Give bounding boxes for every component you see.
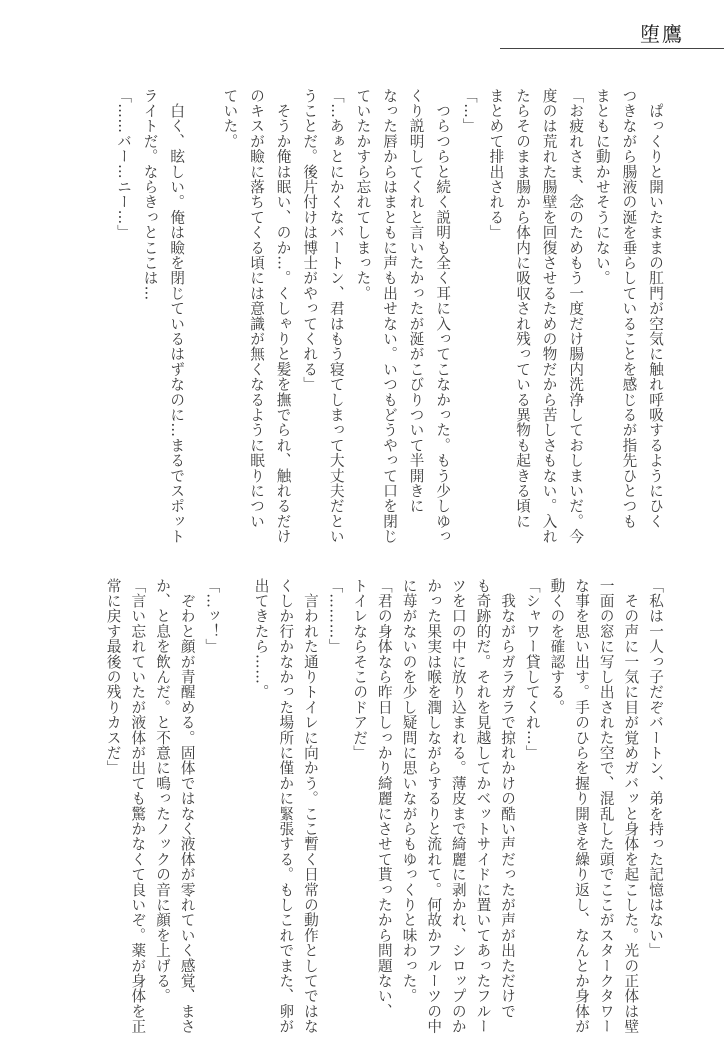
text-column: 度のは荒れた腸壁を回復させるための物だから苦しさもない。入れ <box>540 88 558 544</box>
text-column: うことだ。後片付けは博士がやってくれる」 <box>301 88 319 392</box>
text-column: ツを口の中に放り込まれる。薄皮まで綺麗に剥かれ、シロップのか <box>449 578 467 1034</box>
text-column: ていた。 <box>221 88 239 149</box>
text-column: 「言い忘れていたが液体が出ても驚かなくて良いぞ。薬が身体を正 <box>129 578 147 1034</box>
text-column: 「……バー…ニー…」 <box>115 88 132 240</box>
text-column: 「…あぁとにかくなバートン、君はもう寝てしまって大丈夫だとい <box>327 88 345 544</box>
text-column: 「お疲れさま、念のためもう一度だけ腸内洗浄しておしまいだ。今 <box>567 88 585 544</box>
text-column: つきながら腸液の涎を垂らしていることを感じるが指先ひとつも <box>620 88 638 529</box>
text-column: そうか俺は眠い、のか…。くしゃりと髪を撫でられ、触れるだけ <box>274 88 292 544</box>
text-column: まともに動かせそうにない。 <box>593 88 611 286</box>
text-column: 「私は一人っ子だぞバートン、弟を持った記憶はない」 <box>647 578 664 958</box>
text-column: つらつらと続く説明も全く耳に入ってこなかった。もう少しゆっ <box>434 88 452 544</box>
text-column: 一面の窓に写し出された空で、混乱した頭でここがスタークタワー <box>597 578 615 1034</box>
text-column: くり説明してくれと言いたかったが涎がこびりついて半開きに <box>407 88 425 514</box>
text-column: か、と息を飲んだ。と不意に鳴ったノックの音に顔を上げる。 <box>154 578 171 1004</box>
text-column: ぱっくりと開いたままの肛門が空気に触れ呼吸するようにひく <box>647 88 664 529</box>
text-column: に苺がないのを少し疑問に思いながらもゆっくりと味わった。 <box>400 578 418 1004</box>
text-column: 我ながらガラガラで掠れかけの酷い声だったが声が出ただけで <box>499 578 517 1019</box>
text-column: 常に戻す最後の残りカスだ」 <box>104 578 122 776</box>
text-column: も奇跡的だ。それを見越してかベットサイドに置いてあったフルー <box>474 578 492 1034</box>
text-column: その声に一気に目が覚めガバッと身体を起こした。光の正体は壁 <box>622 578 640 1034</box>
text-column: 言われた通りトイレに向かう。ここ暫く日常の動作としてではな <box>301 578 319 1034</box>
text-column: 「………」 <box>326 578 344 654</box>
text-column: のキスが瞼に落ちてくる頃には意識が無くなるように眠りについ <box>248 88 265 529</box>
text-column: ぞわと顔が青醒める。固体ではなく液体が零れていく感覚、まさ <box>178 578 196 1034</box>
header-rule <box>500 48 724 49</box>
text-column: 白く、眩しい。俺は瞼を閉じているはずなのに…まるでスポット <box>168 88 186 544</box>
text-column: ライトだ。ならきっとここは… <box>141 88 159 301</box>
text-column: なった唇からはまともに声も出せない。いつもどうやって口を閉じ <box>381 88 398 544</box>
text-column: かった果実は喉を潤しながらするりと流れて。何故かフルーツの中 <box>425 578 443 1034</box>
text-column: 「シャワー貸してくれ…」 <box>523 578 541 761</box>
text-column: 「君の身体なら昨日しっかり綺麗にさせて貰ったから問題ない、 <box>375 578 393 1019</box>
text-column: 「…」 <box>460 88 478 134</box>
text-column: くしか行かなかった場所に僅かに緊張する。もしこれでまた、卵が <box>277 578 295 1034</box>
text-column: な事を思い出す。手のひらを握り開きを繰り返し、なんとか身体が <box>573 578 591 1034</box>
text-column: まとめて排出される」 <box>487 88 505 240</box>
text-column: 出てきたら……。 <box>252 578 270 700</box>
text-column: ていたかすら忘れてしまった。 <box>354 88 372 301</box>
text-column: たらそのまま腸から体内に吸収され残っている異物も起きる頃に <box>514 88 531 529</box>
running-header-title: 堕鷹 <box>640 22 684 46</box>
text-column: 動くのを確認する。 <box>548 578 566 715</box>
text-column: トイレならそこのドアだ」 <box>351 578 369 761</box>
text-column: 「…ッ！」 <box>203 578 221 654</box>
